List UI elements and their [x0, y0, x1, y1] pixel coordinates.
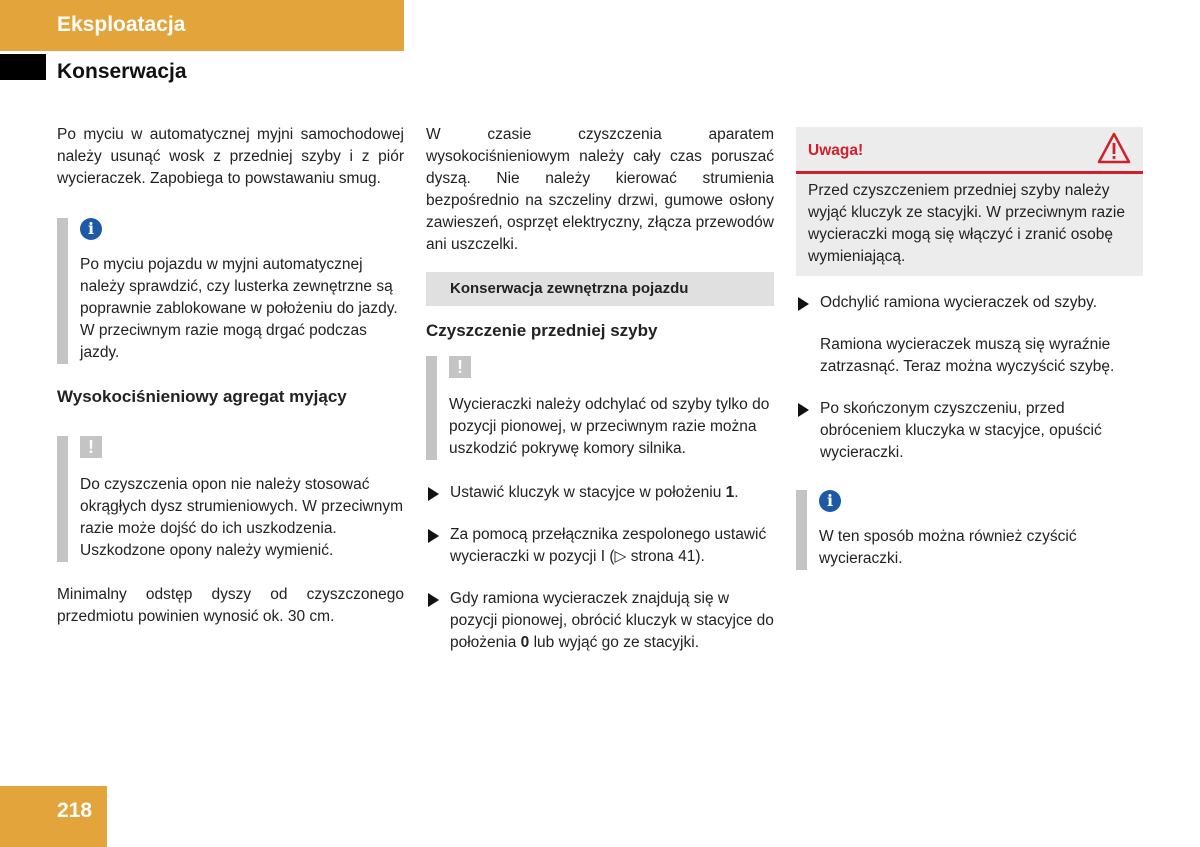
- caution-header: [796, 127, 1143, 174]
- caution-box: [796, 127, 1143, 276]
- warning-triangle-icon: [1097, 132, 1131, 164]
- step-text: Ustawić kluczyk w stacyjce w położeniu: [450, 484, 726, 501]
- page-number: 218: [57, 799, 93, 822]
- intro-paragraph: Po myciu w automatycznej myjni samochodowej należy usunąć wosk z przedniej szyby i z piór wycieraczek. Zapobiega to powstawaniu smug.: [57, 126, 404, 187]
- exclamation-icon: !: [449, 356, 471, 378]
- step-item: [426, 482, 774, 504]
- note-bar: [57, 436, 68, 562]
- column-2: [426, 124, 774, 654]
- column-3: [796, 127, 1144, 570]
- caution-label: Uwaga!: [808, 142, 864, 159]
- title-marker: [0, 54, 46, 80]
- step-text: Po skończonym czyszczeniu, przed obróceniem kluczyka w stacyjce, opuścić wycieraczki.: [820, 400, 1102, 461]
- arrow-icon: [428, 593, 439, 607]
- info-note-text: Po myciu pojazdu w myjni automatycznej należy sprawdzić, czy lusterka zewnętrzne są poprawnie zablokowane w położeniu do jazdy. W przeciwnym razie mogą drgać podczas jazdy.: [80, 256, 398, 361]
- warning-note: [426, 356, 774, 460]
- note-bar: [796, 490, 807, 570]
- section-title: Eksploatacja: [57, 13, 186, 36]
- column-1: [57, 124, 404, 628]
- exclamation-icon: !: [80, 436, 102, 458]
- caution-text: Przed czyszczeniem przedniej szyby należy wyjąć kluczyk ze stacyjki. W przeciwnym razie wycieraczki mogą się włączyć i zranić osobę wymieniającą.: [808, 182, 1125, 265]
- step-text-end: lub wyjąć go ze stacyjki.: [529, 634, 700, 651]
- arrow-icon: [428, 529, 439, 543]
- step-item: [796, 398, 1144, 464]
- info-note-text: W ten sposób można również czyścić wycieraczki.: [819, 528, 1077, 567]
- warning-note-text: Do czyszczenia opon nie należy stosować okrągłych dysz strumieniowych. W przeciwnym razie może dojść do ich uszkodzenia. Uszkodzone opony należy wymienić.: [80, 476, 404, 559]
- info-icon: i: [80, 218, 102, 240]
- step-text-end: .: [734, 484, 739, 501]
- step-text: Gdy ramiona wycieraczek znajdują się w pozycji pionowej, obrócić kluczyk w stacyjce do położenia: [450, 590, 774, 651]
- step-text: Za pomocą przełącznika zespolonego ustawić wycieraczki w pozycji I (▷ strona 41).: [450, 526, 767, 565]
- step-item: [796, 292, 1144, 314]
- page-title: Konserwacja: [57, 60, 187, 83]
- warning-note: [57, 436, 404, 562]
- section-box-heading: Konserwacja zewnętrzna pojazdu: [426, 272, 774, 306]
- step-value: 0: [520, 634, 530, 651]
- step-text: Odchylić ramiona wycieraczek od szyby.: [820, 294, 1098, 311]
- step-item: [426, 524, 774, 568]
- note-bar: [426, 356, 437, 460]
- outro-paragraph: Minimalny odstęp dyszy od czyszczonego przedmiotu powinien wynosić ok. 30 cm.: [57, 586, 404, 625]
- step-detail: Ramiona wycieraczek muszą się wyraźnie zatrzasnąć. Teraz można wyczyścić szybę.: [820, 336, 1115, 375]
- warning-note-text: Wycieraczki należy odchylać od szyby tylko do pozycji pionowej, w przeciwnym razie można uszkodzić pokrywę komory silnika.: [449, 396, 770, 457]
- step-item: [426, 588, 774, 654]
- info-note: [57, 218, 404, 364]
- intro-paragraph: W czasie czyszczenia aparatem wysokociśnieniowym należy cały czas poruszać dyszą. Nie należy kierować strumienia bezpośrednio na szczeliny drzwi, gumowe osłony zawieszeń, osprzęt elektryczny, złącza przewodów ani uszczelki.: [426, 126, 774, 253]
- arrow-icon: [798, 403, 809, 417]
- info-note: [796, 490, 1144, 570]
- arrow-icon: [798, 297, 809, 311]
- arrow-icon: [428, 487, 439, 501]
- section-heading: Czyszczenie przedniej szyby: [426, 321, 658, 340]
- step-value: 1: [725, 484, 735, 501]
- section-heading: Wysokociśnieniowy agregat myjący: [57, 387, 347, 406]
- info-icon: i: [819, 490, 841, 512]
- note-bar: [57, 218, 68, 364]
